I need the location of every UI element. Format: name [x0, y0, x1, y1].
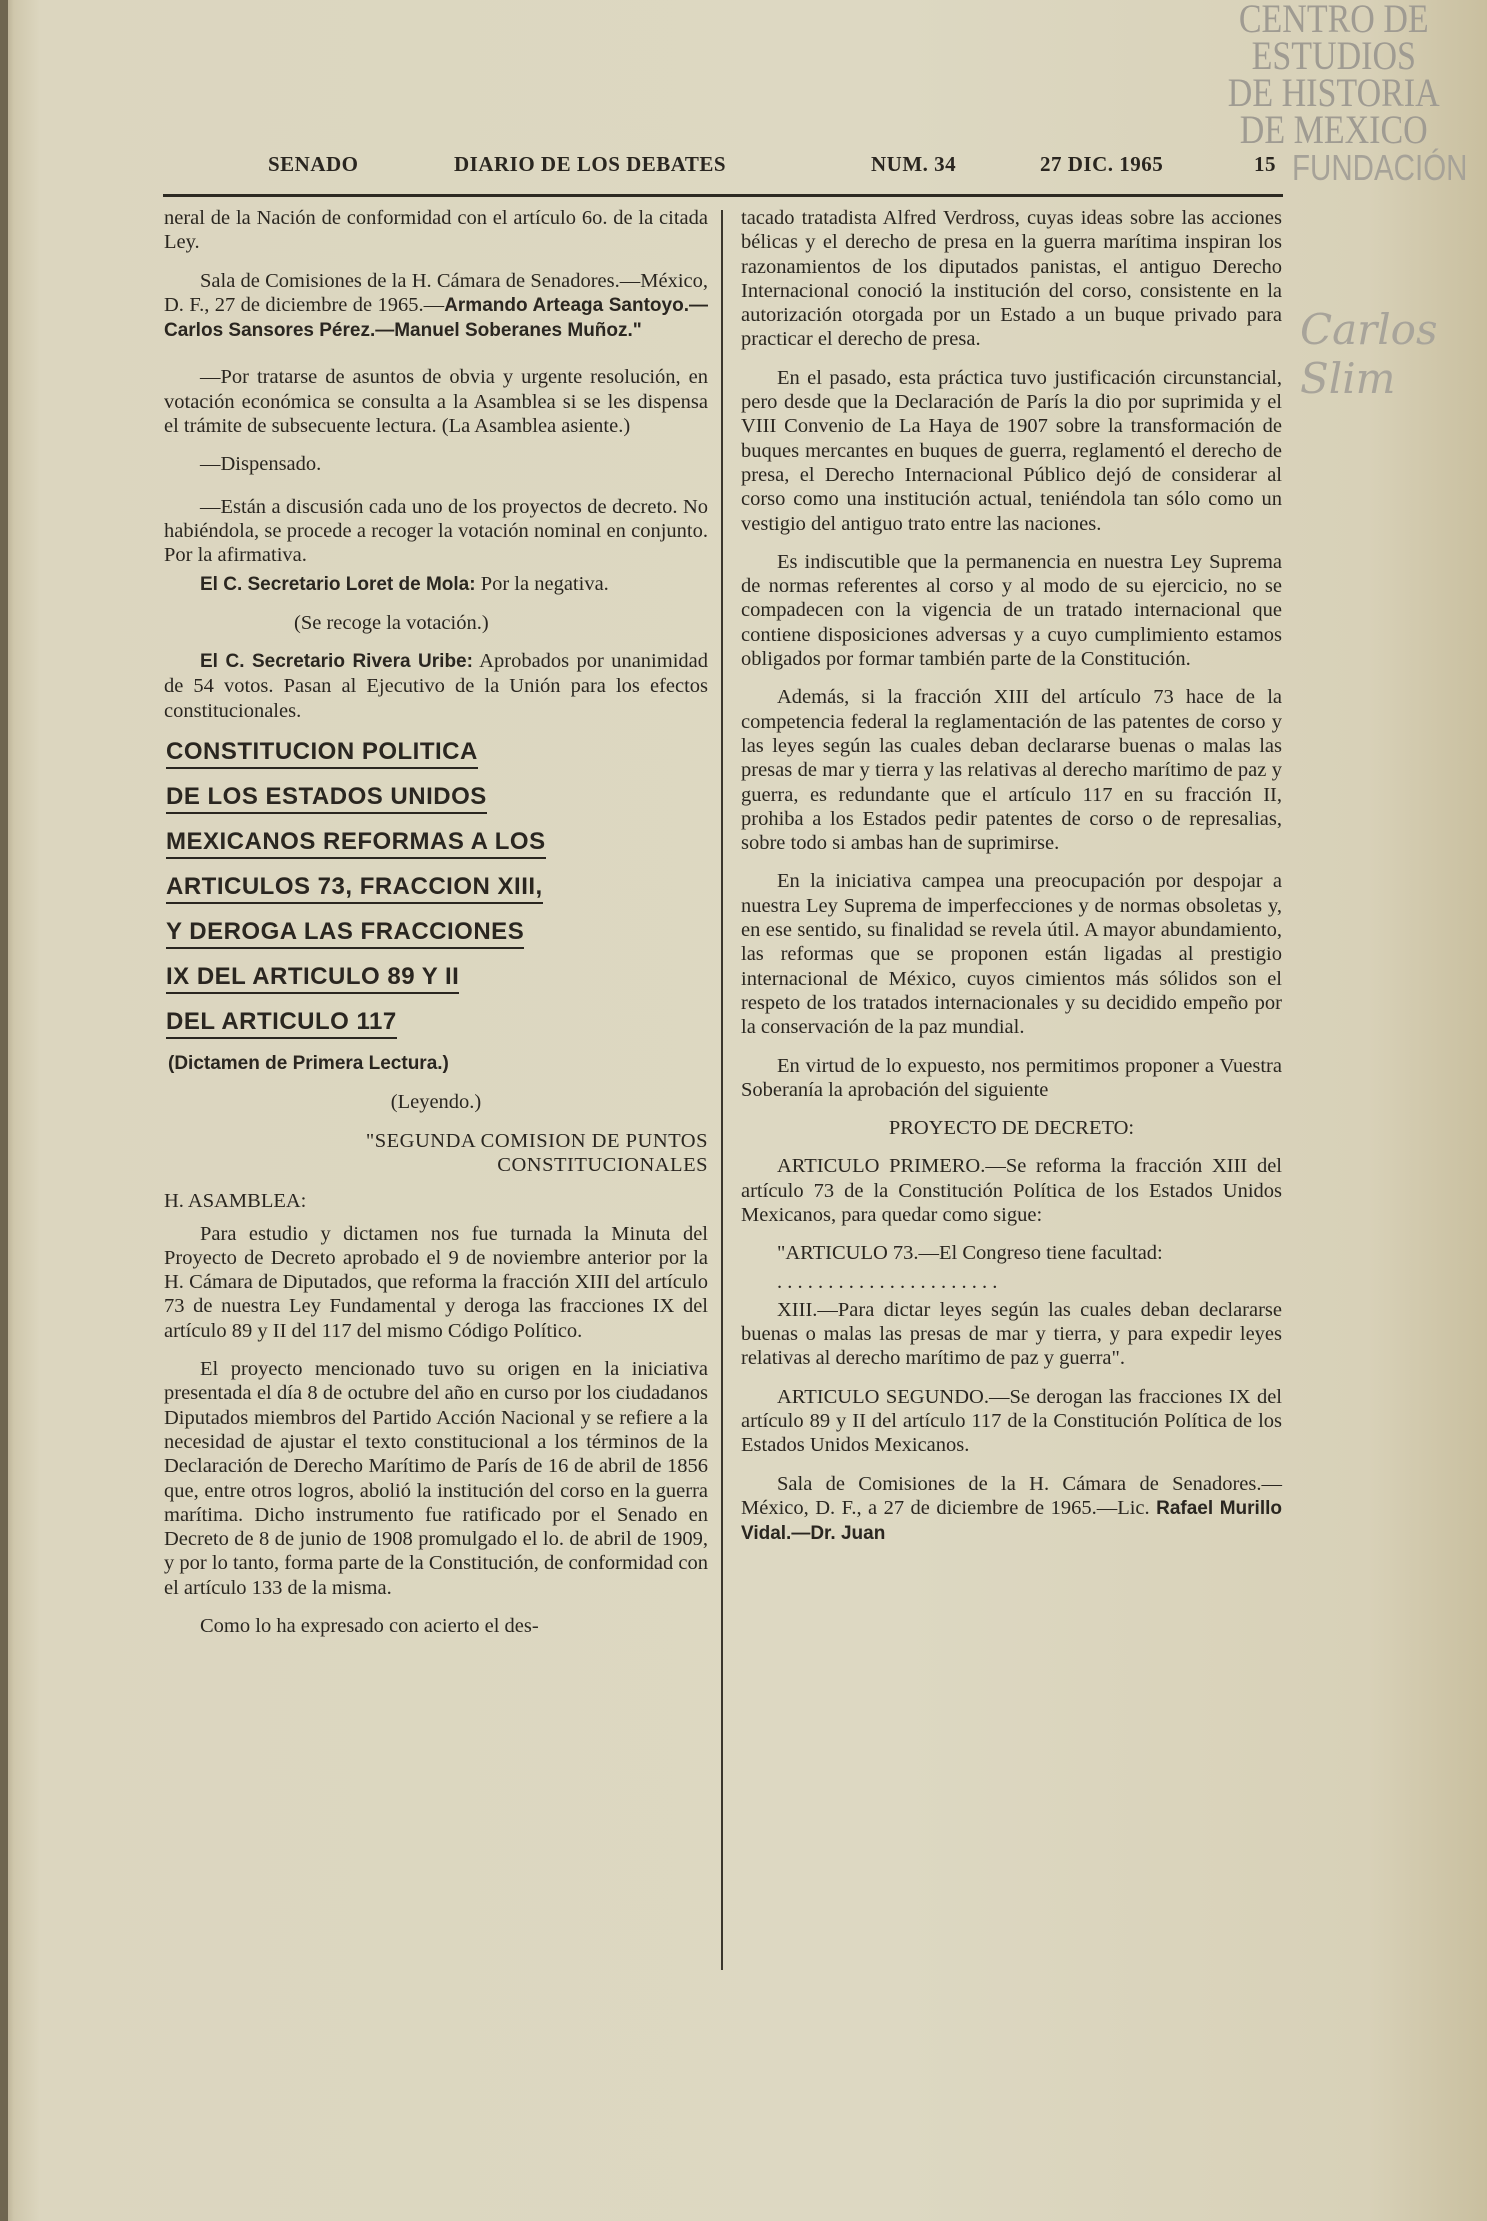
paragraph: —Por tratarse de asuntos de obvia y urgente resolución, en votación económica se consulta a la Asamblea si se les dispensa el trámite de subsecuente lectura. (La Asamblea asiente.) — [164, 366, 708, 438]
paragraph: ARTICULO PRIMERO.—Se reforma la fracción XIII del artículo 73 de la Constitución Política de los Estados Unidos Mexicanos, para quedar como sigue: — [741, 1155, 1282, 1226]
ellipsis-dots: . . . . . . . . . . . . . . . . . . . . . . — [777, 1270, 998, 1293]
heading-line: DE LOS ESTADOS UNIDOS — [166, 782, 487, 814]
paragraph: Para estudio y dictamen nos fue turnada la Minuta del Proyecto de Decreto aprobado el 9 de noviembre anterior por la H. Cámara de Diputados, que reforma la fracción XIII del artículo 73 de nuestra Ley Fundamental y deroga las fracciones IX del artículo 89 y II del 117 del mismo Código Político. — [164, 1222, 708, 1342]
text: Por la negativa. — [475, 572, 609, 595]
paragraph: Es indiscutible que la permanencia en nuestra Ley Suprema de normas referentes al corso y al modo de su ejercicio, no se compadecen con la vigencia de un tratado internacional que contiene disposiciones adversas y a cuyo cumplimiento estamos obligados por formar también parte de la Constitución. — [741, 550, 1282, 671]
signers: Armando Arteaga Santoyo.—Carlos Sansores Pérez.—Manuel Soberanes Muñoz." — [164, 294, 708, 342]
paragraph: En el pasado, esta práctica tuvo justificación circunstancial, pero desde que la Declaración de París la dio por suprimida y el VIII Convenio de La Haya de 1907 sobre la transformación de buques mercantes en buques de guerra, reglamentó el derecho de presa, el Derecho Internacional Público dejó de considerar al corso como una institución actual, teniéndola tan sólo como un vestigio del antiguo trato entre las naciones. — [741, 366, 1282, 535]
right-column — [741, 206, 1282, 1561]
paragraph: "ARTICULO 73.—El Congreso tiene facultad: — [777, 1242, 1163, 1265]
watermark-line: DE MEXICO — [1239, 107, 1428, 152]
heading-line: CONSTITUCION POLITICA — [166, 737, 478, 769]
text: Aprobados por unanimidad de 54 votos. Pasan al Ejecutivo de la Unión para los efectos constitucionales. — [164, 650, 708, 722]
paragraph: —Dispensado. — [200, 453, 322, 476]
page-edge — [0, 0, 8, 2221]
header-rule — [163, 194, 1283, 197]
watermark-fundacion: FUNDACIÓN — [1292, 147, 1468, 188]
decree-title: PROYECTO DE DECRETO: — [888, 1117, 1135, 1140]
text: Sala de Comisiones de la H. Cámara de Senadores.—México, D. F., 27 de diciembre de 1965.— — [164, 269, 708, 316]
paragraph — [164, 269, 708, 344]
watermark-centro — [1211, 0, 1458, 152]
heading-line: ARTICULOS 73, FRACCION XIII, — [166, 872, 543, 904]
paragraph: —Están a discusión cada uno de los proyectos de decreto. No habiéndola, se procede a recoger la votación nominal en conjunto. Por la afirmativa. — [164, 495, 708, 567]
salutation: H. ASAMBLEA: — [164, 1190, 307, 1213]
paragraph: tacado tratadista Alfred Verdross, cuyas ideas sobre las acciones bélicas y el derecho de presa en la guerra marítima inspiran los razonamientos de los diputados panistas, el antiguo Derecho Internacional conoció la institución del corso, consistente en la autorización otorgada por un Estado a un buque privado para practicar el derecho de presa. — [741, 207, 1282, 351]
commission-line: CONSTITUCIONALES — [497, 1153, 708, 1176]
watermark-line: ESTUDIOS — [1251, 33, 1416, 78]
paragraph: (Se recoge la votación.) — [294, 611, 489, 634]
watermark-line: CENTRO DE — [1238, 0, 1429, 41]
column-divider — [721, 210, 723, 1970]
heading-line: MEXICANOS REFORMAS A LOS — [166, 827, 546, 859]
heading-line: Y DEROGA LAS FRACCIONES — [166, 917, 524, 949]
paragraph — [164, 649, 708, 723]
paragraph — [164, 572, 708, 597]
speaker: El C. Secretario Rivera Uribe: — [200, 651, 473, 673]
left-column — [164, 206, 708, 1652]
watermark-line: DE HISTORIA — [1227, 70, 1440, 115]
commission-line: "SEGUNDA COMISION DE PUNTOS — [365, 1129, 708, 1152]
paragraph: Como lo ha expresado con acierto el des- — [200, 1614, 539, 1637]
header-page: 15 — [1254, 152, 1276, 176]
header-chamber: SENADO — [268, 152, 359, 176]
paragraph — [741, 1472, 1282, 1547]
paragraph: ARTICULO SEGUNDO.—Se derogan las fracciones IX del artículo 89 y II del artículo 117 de la Constitución Política de los Estados Unidos Mexicanos. — [741, 1385, 1282, 1457]
leyendo: (Leyendo.) — [390, 1091, 482, 1114]
commission-title — [164, 1129, 708, 1178]
paragraph: En la iniciativa campea una preocupación por despojar a nuestra Ley Suprema de imperfecciones y de normas obsoletas y, en ese sentido, su finalidad se revela útil. A mayor abundamiento, las reformas que se proponen están ligadas al prestigio internacional de México, cuyos cimientos más sólidos son el respeto de los tratados internacionales y su decidido empeño por la conservación de la paz mundial. — [741, 870, 1282, 1039]
heading-line: IX DEL ARTICULO 89 Y II — [166, 962, 459, 994]
section-heading — [166, 737, 708, 1039]
paragraph: neral de la Nación de conformidad con el artículo 6o. de la citada Ley. — [164, 207, 708, 254]
paragraph: XIII.—Para dictar leyes según las cuales deban declararse buenas o malas las presas de mar y tierra, y para expedir leyes relativas al derecho marítimo de paz y guerra". — [741, 1298, 1282, 1370]
header-publication: DIARIO DE LOS DEBATES — [454, 152, 727, 176]
header-date: 27 DIC. 1965 — [1040, 152, 1164, 176]
paragraph: El proyecto mencionado tuvo su origen en la iniciativa presentada el día 8 de octubre del año en curso por los ciudadanos Diputados miembros del Partido Acción Nacional y se refiere a la necesidad de ajustar el texto constitucional a los términos de la Declaración de Derecho Marítimo de París de 16 de abril de 1856 que, entre otros logros, abolió la institución del corso en la guerra marítima. Dicho instrumento fue ratificado por el Senado en Decreto de 8 de junio de 1908 promulgado el lo. de abril de 1909, y por lo tanto, forma parte de la Constitución, de conformidad con el artículo 133 de la misma. — [164, 1358, 708, 1599]
heading-line: DEL ARTICULO 117 — [166, 1007, 397, 1039]
paragraph: Además, si la fracción XIII del artículo 73 hace de la competencia federal la reglamentación de las patentes de corso y las leyes según las cuales deban declararse buenas o malas las presas de mar y tierra y las relativas al derecho marítimo de paz y guerra, es redundante que el artículo 117 en su fracción II, prohiba a los Estados pedir patentes de corso o de represalias, sobre todo si ambas han de suprimirse. — [741, 686, 1282, 855]
paragraph: En virtud de lo expuesto, nos permitimos proponer a Vuestra Soberanía la aprobación del siguiente — [741, 1054, 1282, 1101]
subheading: (Dictamen de Primera Lectura.) — [168, 1053, 449, 1075]
header-number: NUM. 34 — [871, 152, 957, 176]
signers: Rafael Murillo Vidal.—Dr. Juan — [741, 1497, 1282, 1545]
watermark-signature: Carlos Slim — [1300, 305, 1438, 403]
text: Sala de Comisiones de la H. Cámara de Senadores.—México, D. F., a 27 de diciembre de 1965.—Lic. — [741, 1472, 1282, 1519]
speaker: El C. Secretario Loret de Mola: — [200, 573, 476, 595]
